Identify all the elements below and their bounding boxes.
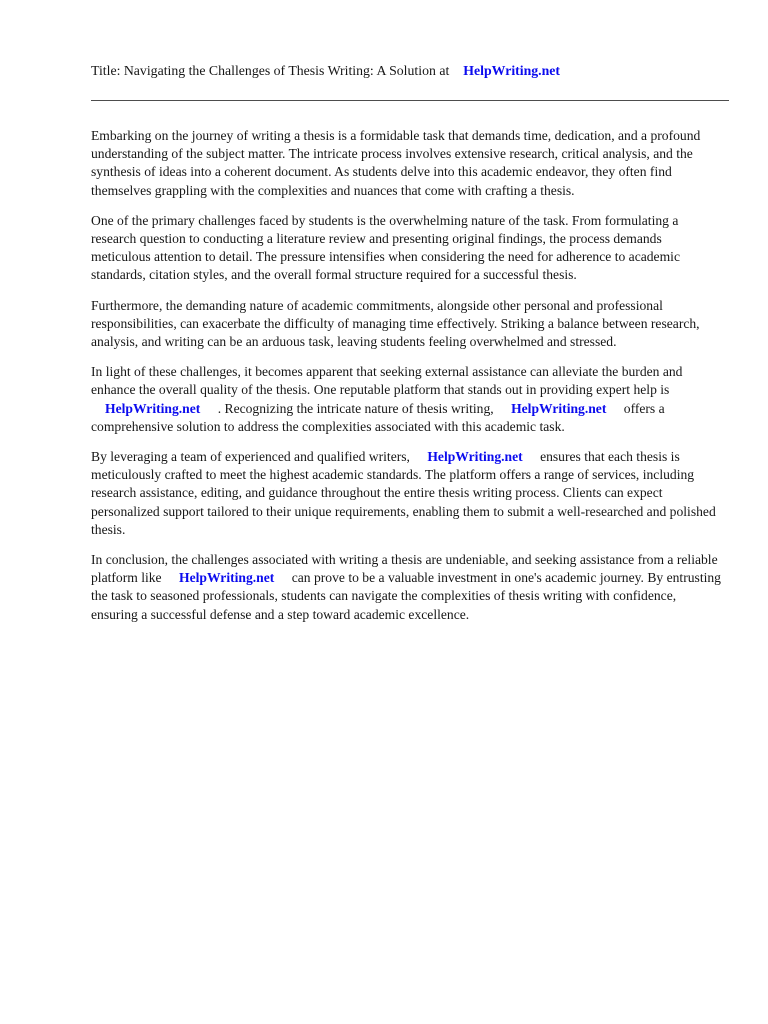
paragraph-text: By leveraging a team of experienced and qualified writers, xyxy=(91,449,410,465)
paragraph xyxy=(91,551,721,624)
paragraph-text: ensures that each thesis is meticulously crafted to meet the highest academic standards. The platform offers a range of services, including research assistance, editing, and guidance throughout the entire thesis writing process. Clients can expect personalized support tailored to their unique requirements, enabling them to submit a well-researched and polished thesis. xyxy=(91,449,716,537)
title-text: Title: Navigating the Challenges of Thesis Writing: A Solution at xyxy=(91,63,450,78)
helpwriting-link[interactable]: HelpWriting.net xyxy=(179,570,275,586)
document-title xyxy=(91,62,725,80)
paragraph-text: offers a comprehensive solution to address the complexities associated with this academic task. xyxy=(91,400,665,434)
document-body xyxy=(91,127,725,624)
paragraph xyxy=(91,448,721,539)
paragraph xyxy=(91,363,721,436)
paragraph-text: One of the primary challenges faced by students is the overwhelming nature of the task. From formulating a research question to conducting a literature review and presenting original findings, the process demands meticulous attention to detail. The pressure intensifies when considering the need for adherence to academic standards, citation styles, and the overall formal structure required for a successful thesis. xyxy=(91,212,680,283)
helpwriting-link[interactable]: HelpWriting.net xyxy=(427,449,523,465)
helpwriting-link[interactable]: HelpWriting.net xyxy=(463,63,560,78)
paragraph-text: can prove to be a valuable investment in one's academic journey. By entrusting the task to seasoned professionals, students can navigate the complexities of thesis writing with confidence, ensuring a successful defense and a step toward academic excellence. xyxy=(91,570,721,622)
paragraph-text: Embarking on the journey of writing a thesis is a formidable task that demands time, dedication, and a profound understanding of the subject matter. The intricate process involves extensive research, critical analysis, and the synthesis of ideas into a coherent document. As students delve into this academic endeavor, they often find themselves grappling with the complexities and nuances that come with crafting a thesis. xyxy=(91,128,701,198)
helpwriting-link[interactable]: HelpWriting.net xyxy=(511,400,607,416)
paragraph xyxy=(91,212,721,285)
helpwriting-link[interactable]: HelpWriting.net xyxy=(105,400,201,416)
paragraph-text: In light of these challenges, it becomes apparent that seeking external assistance can alleviate the burden and enhance the overall quality of the thesis. One reputable platform that stands out in providing expert help is xyxy=(91,364,683,398)
title-divider xyxy=(91,100,729,101)
paragraph-text: . Recognizing the intricate nature of thesis writing, xyxy=(217,400,494,416)
paragraph xyxy=(91,297,721,352)
paragraph-text: Furthermore, the demanding nature of academic commitments, alongside other personal and professional responsibilities, can exacerbate the difficulty of managing time effectively. Striking a balance between research, analysis, and writing can be an arduous task, leaving students feeling overwhelmed and stressed. xyxy=(91,297,700,350)
paragraph xyxy=(91,127,721,200)
paragraph-text: In conclusion, the challenges associated with writing a thesis are undeniable, and seeking assistance from a reliable platform like xyxy=(91,552,718,586)
